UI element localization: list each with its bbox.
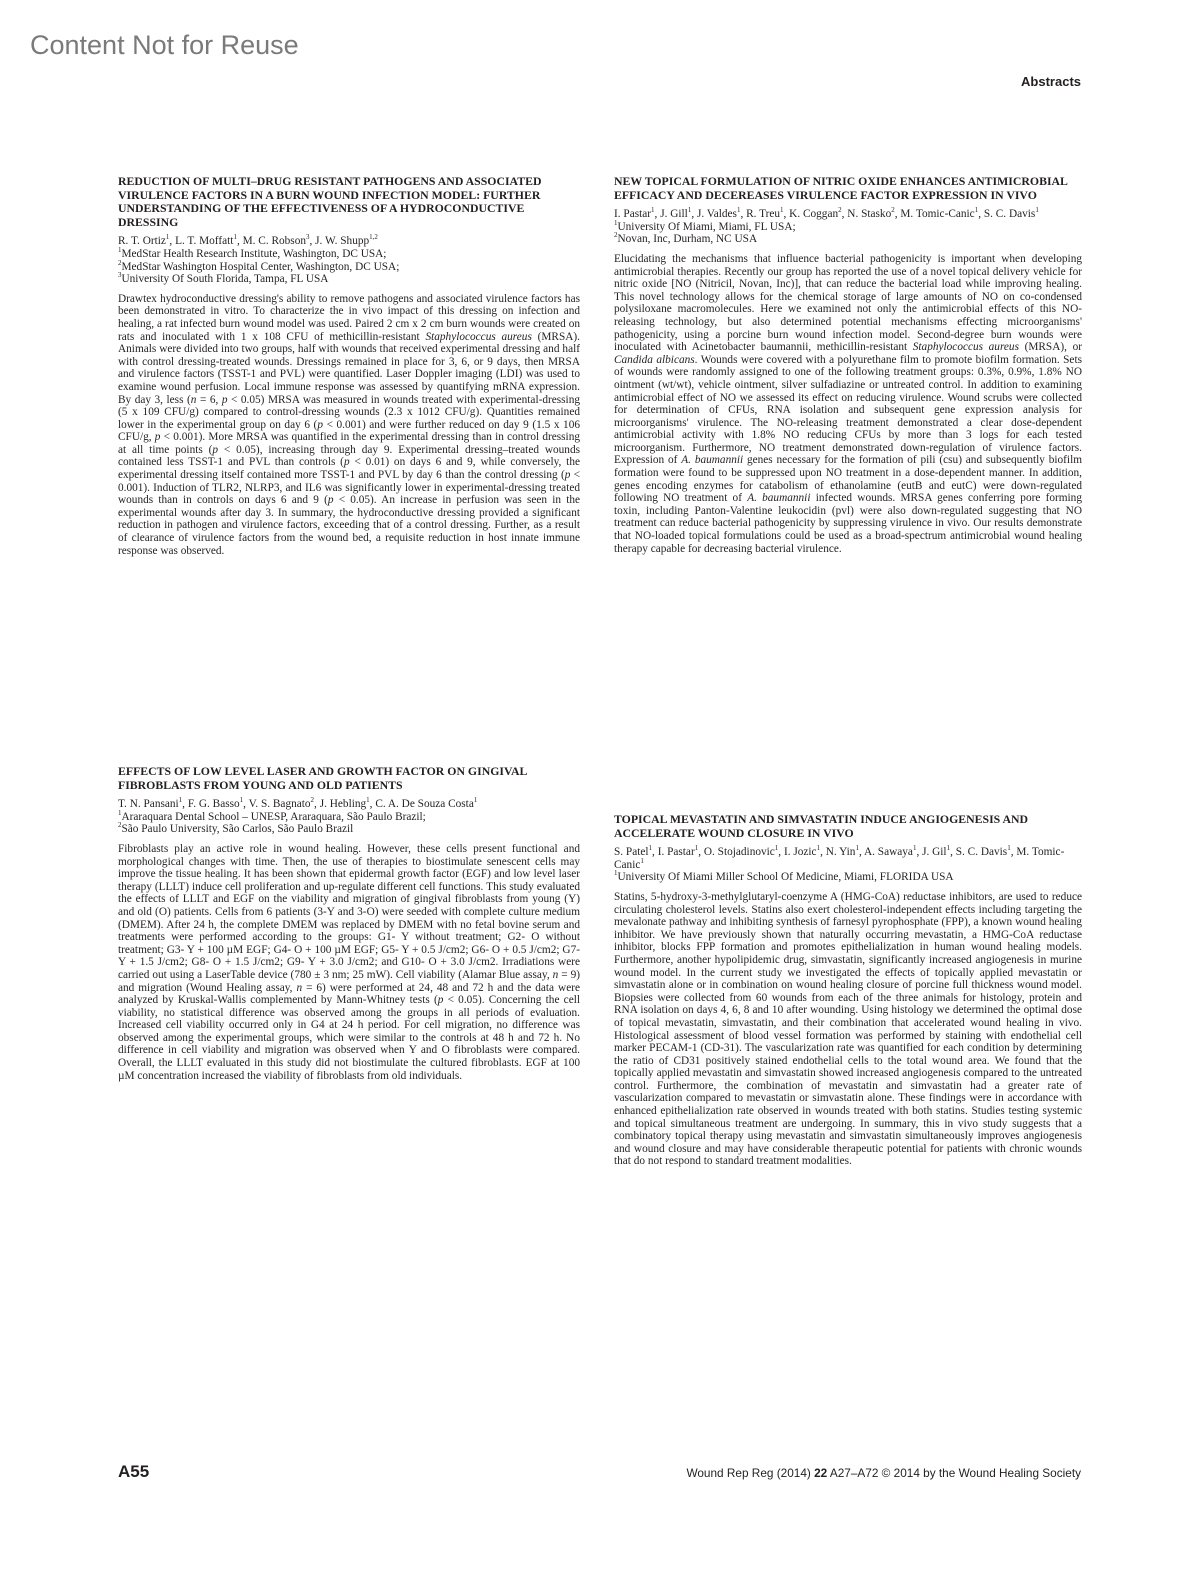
abstract [614, 175, 1082, 555]
author-name: J. Valdes [696, 208, 737, 221]
author-name: A. Sawaya [863, 846, 913, 859]
body-italic-text: n [552, 968, 559, 981]
author-affiliation-marker: 2 [310, 796, 315, 805]
body-italic-text: p [317, 418, 323, 431]
body-italic-text: Candida albicans [614, 353, 695, 366]
body-italic-text: p [221, 393, 228, 406]
author-affiliation-marker: 3 [306, 233, 310, 242]
author-affiliation-marker: 1 [640, 857, 644, 866]
author-name: K. Coggan [789, 208, 839, 221]
affiliation-marker: 1 [614, 219, 618, 228]
author-affiliation-marker: 1 [736, 206, 741, 215]
author-name: S. C. Davis [955, 846, 1008, 859]
affiliation-marker: 2 [118, 821, 122, 830]
abstract-body [614, 253, 1082, 555]
body-text: < 0.001). Induction of TLR2, NLRP3, and IL6 was significantly lower in experimental-dressing treated wounds than in controls on days 6 and 9 ( [118, 469, 580, 507]
abstract [118, 765, 580, 1082]
author-affiliation-marker: 2 [838, 206, 842, 215]
body-text: < 0.05), increasing through day 9. Experimental dressing–treated wounds contained less TSST-1 and PVL than controls ( [118, 443, 580, 469]
abstract-body [614, 891, 1082, 1168]
body-text: Statins, 5-hydroxy-3-methylglutaryl-coenzyme A (HMG-CoA) reductase inhibitors, are used to reduce circulating cholesterol levels. Statins also exert cholesterol-independent effects including targeting the mevalonate pathway and inhibiting synthesis of farnesyl pyrophosphate (FPP), a known wound healing inhibitor. We have previously shown that naturally occurring mevastatin, a HMG-CoA reductase inhibitor, blocks FPP formation and promotes epithelialization in human wound healing models. Furthermore, another hypolipidemic drug, simvastatin, significantly increased angiogenesis in murine wound model. In the current study we investigated the effects of topically applied mevastatin or simvastatin alone or in combination on wound healing closure of porcine full thickness wound model. Biopsies were collected from 60 wounds from each of the three animals for histology, protein and RNA isolation on days 4, 6, 8 and 10 after wounding. Using histology we determined the optimal dose of topical mevastatin, simvastatin, and their combination that accelerated wound healing in vivo. Histological assessment of blood vessel formation was performed by staining with endothelial cell marker PECAM-1 (CD-31). The vascularization rate was quantified for each condition by determining the ratio of CD31 positively stained endothelial cells to the total wound area. We found that the topically applied mevastatin and simvastatin showed increased angiogenesis compared to the untreated control. Furthermore, the combination of mevastatin and simvastatin had a greater rate of vascularization compared to mevastatin or simvastatin alone. These findings were in accordance with enhanced epithelialization rate observed in wounds treated with both statins. Studies testing systemic and topical simultaneous treatment are undergoing. In summary, this in vivo study suggests that a combinatory topical therapy using mevastatin and simvastatin simultaneously improves angiogenesis and wound closure and may have considerable therapeutic potential for patients with chronic wounds that do not respond to standard treatment modalities. [614, 890, 1082, 1168]
author-name: N. Stasko [847, 208, 892, 221]
body-text: infected wounds. MRSA genes conferring pore forming toxin, including Panton-Valentine leukocidin (pvl) were also down-regulated suggesting that NO treatment can reduce bacterial pathogenicity by suppressing virulence in vivo. Our results demonstrate that NO-loaded topical formulations could be used as a broad-spectrum antimicrobial wound healing therapy capable for decreasing bacterial virulence. [614, 492, 1082, 555]
body-text: < 0.001). More MRSA was quantified in the experimental dressing than in control dressing at all time points ( [118, 431, 580, 456]
page-number: A55 [118, 1462, 150, 1481]
abstract [614, 813, 1082, 1168]
affiliation [118, 823, 580, 836]
author-name: O. Stojadinovic [703, 846, 775, 859]
author-affiliation-marker: 1 [648, 844, 653, 853]
affiliation [614, 233, 1082, 246]
author-name: I. Pastar [614, 208, 652, 221]
affiliation-text: Araraquara Dental School – UNESP, Araraquara, São Paulo Brazil; [121, 810, 426, 823]
affiliation-marker: 2 [118, 258, 122, 267]
body-text: = 6) were performed at 24, 48 and 72 h and the data were analyzed by Kruskal-Wallis complemented by Mann-Whitney tests ( [118, 981, 580, 1007]
affiliation-marker: 1 [118, 246, 122, 255]
affiliation-text: University Of South Florida, Tampa, FL USA [121, 273, 329, 286]
abstract-title: TOPICAL MEVASTATIN AND SIMVASTATIN INDUCE ANGIOGENESIS AND ACCELERATE WOUND CLOSURE IN VIVO [614, 812, 1029, 840]
abstract-body [118, 293, 580, 557]
body-text: < 0.01) on days 6 and 9, while conversely, the experimental dressing itself contained more TSST-1 and PVL by day 6 than the control dressing ( [118, 456, 580, 482]
author-name: R. Treu [746, 208, 781, 221]
body-italic-text: Staphylococcus aureus [425, 330, 532, 343]
body-text: Drawtex hydroconductive dressing's ability to remove pathogens and associated virulence factors has been demonstrated in vitro. To characterize the in vivo impact of this dressing on infection and healing, a rat infected burn wound model was used. Paired 2 cm x 2 cm burn wounds were created on rats and inoculated with 1 x 108 CFU of methicillin-resistant [118, 292, 580, 343]
author-list: I. Pastar$^1$, J. Gill$^1$, J. Valdes$^1$, R. Treu$^1$, K. Coggan$^2$, N. Stasko$^2$, M. Tomic-Canic$^1$, S. C. Davis$^1$ [614, 206, 1039, 221]
author-affiliation-marker: 1 [687, 206, 692, 215]
affiliation-text: São Paulo University, São Carlos, São Paulo Brazil [121, 823, 354, 836]
affiliation-text: MedStar Health Research Institute, Washington, DC USA; [121, 247, 387, 260]
author-affiliation-marker: 1 [774, 844, 779, 853]
body-italic-text: p [343, 456, 350, 469]
body-italic-text: Staphylococcus aureus [912, 341, 1019, 354]
author-name: V. S. Bagnato [248, 798, 311, 811]
citation-prefix: Wound Rep Reg (2014) [686, 1466, 815, 1480]
affiliation-marker: 3 [118, 271, 122, 280]
affiliation [118, 811, 580, 824]
affiliation [614, 221, 1082, 234]
abstract-title: REDUCTION OF MULTI–DRUG RESISTANT PATHOGENS AND ASSOCIATED VIRULENCE FACTORS IN A BURN WOUND INFECTION MODEL: FURTHER UNDERSTANDING OF THE EFFECTIVENESS OF A HYDROCONDUCTIVE DRESSING [118, 174, 542, 229]
body-text: . Wounds were covered with a polyurethane film to promote biofilm formation. Sets of wounds were randomly assigned to one of the following treatment groups: 0.3%, 0.9%, 1.8% NO ointment (wt/wt), vehicle ointment, silver sulfadiazine or untreated control. In addition to examining antimicrobial effect of NO we assessed its effect on reducing virulence. Wound scrubs were collected for determination of CFUs, RNA isolation and subsequent gene expression analysis for microorganisms' virulence. The NO-releasing treatment demonstrated a clear dose-dependent antimicrobial activity with 1.8% NO reducing CFUs by more than 3 logs for each tested microorganism. Furthermore, NO treatment demonstrated down-regulation of virulence factors. Expression of [614, 353, 1082, 467]
abstract-body [118, 843, 580, 1082]
author-name: J. Gil [922, 846, 947, 859]
body-text: (MRSA). Animals were divided into two groups, half with wounds that received experimental dressing and half with control dressing-treated wounds. Dressings remained in place for 3, 6, or 9 days, then MRSA and virulence factors (TSST-1 and PVL) were quantified. Laser Doppler imaging (LDI) was used to examine wound perfusion. Local immune response was assessed by quantifying mRNA expression. By day 3, less ( [118, 330, 580, 406]
author-affiliation-marker: 1 [694, 844, 699, 853]
author-name: L. T. Moffatt [175, 235, 234, 248]
body-italic-text: p [327, 494, 334, 507]
author-name: T. N. Pansani [118, 798, 179, 811]
author-affiliation-marker: 1 [233, 233, 237, 242]
author-list: R. T. Ortiz$^1$, L. T. Moffatt$^1$, M. C. Robson$^3$, J. W. Shupp$^{1,2}$ [118, 233, 378, 248]
author-affiliation-marker: 1 [178, 796, 183, 805]
author-affiliation-marker: 1 [1035, 206, 1039, 215]
body-text: Fibroblasts play an active role in wound healing. However, these cells present functional and morphological changes with time. Then, the use of therapies to biostimulate senescent cells may improve the tissue healing. It has been shown that epidermal growth factor (EGF) and low level laser therapy (LLLT) induce cell proliferation and up-regulate different cell functions. This study evaluated the effects of LLLT and EGF on the viability and migration of gingival fibroblasts from young (Y) and old (O) patients. Cells from 6 patients (3-Y and 3-O) were seeded with complete culture medium (DMEM). After 24 h, the complete DMEM was replaced by DMEM with no fetal bovine serum and treatments were performed according to the groups: G1- Y without treatment; G2- O without treatment; G3- Y + 100 µM EGF; G4- O + 100 µM EGF; G5- Y + 0.5 J/cm2; G6- O + 0.5 J/cm2; G7- Y + 1.5 J/cm2; G8- O + 1.5 J/cm2; G9- Y + 3.0 J/cm2; and G10- O + 3.0 J/cm2. Irradiations were carried out using a LaserTable device (780 ± 3 nm; 25 mW). Cell viability (Alamar Blue assay, [118, 842, 580, 981]
author-affiliation-marker: 1 [239, 796, 244, 805]
body-text: = 9) and migration (Wound Healing assay, [118, 968, 580, 994]
body-text: < 0.05). Concerning the cell viability, no statistical difference was observed among the groups in all periods of evaluation. Increased cell viability occurred only in G4 at 24 h period. For cell migration, no difference was observed among the experimental groups, which were similar to the controls at 48 h and 72 h. No difference in cell viability and migration was observed when Y and O fibroblasts were compared. Overall, the LLLT evaluated in this study did not biostimulate the cultured fibroblasts. EGF at 100 µM concentration increased the viability of fibroblasts from old individuals. [118, 994, 580, 1082]
author-name: I. Pastar [657, 846, 695, 859]
author-affiliation-marker: 1 [816, 844, 821, 853]
author-affiliation-marker: 1 [946, 844, 951, 853]
affiliation-text: University Of Miami Miller School Of Medicine, Miami, FLORIDA USA [617, 871, 954, 884]
author-list: T. N. Pansani$^1$, F. G. Basso$^1$, V. S. Bagnato$^2$, J. Hebling$^1$, C. A. De Souza Costa$^1$ [118, 796, 478, 811]
body-text: genes necessary for the formation of pili (csu) and subsequently biofilm formation were found to be suppressed upon NO treatment in a dose-dependent manner. In addition, genes encoding enzymes for catabolism of ethanolamine (eutB and eutC) were down-regulated following NO treatment of [614, 454, 1082, 505]
author-name: R. T. Ortiz [118, 235, 166, 248]
author-list: S. Patel$^1$, I. Pastar$^1$, O. Stojadinovic$^1$, I. Jozic$^1$, N. Yin$^1$, A. Sawaya$^1$, J. Gil$^1$, S. C. Davis$^1$, M. Tomic-Canic$^1$ [614, 844, 1065, 871]
body-italic-text: A. baumannii [681, 454, 744, 467]
body-italic-text: p [154, 431, 161, 444]
body-italic-text: n [296, 981, 303, 994]
body-text: Elucidating the mechanisms that influence bacterial pathogenicity is important when developing antimicrobial therapies. Recently our group has reported the use of a novel topical delivery vehicle for nitric oxide [NO (Nitricil, Novan, Inc)], that can reduce the bacterial load while improving healing. This novel technology allows for the chemical storage of large amounts of NO on co-condensed polysiloxane macromolecules. Here we examined not only the antimicrobial effects of this NO-releasing technology, but also determined potential mechanisms effecting microorganisms' pathogenicity, using a porcine burn wound infection model. Second-degree burn wounds were inoculated with Acinetobacter baumannii, methicillin-resistant [614, 252, 1082, 354]
author-affiliation-marker: 1 [651, 206, 655, 215]
abstract-title: NEW TOPICAL FORMULATION OF NITRIC OXIDE ENHANCES ANTIMICROBIAL EFFICACY AND DECEREASES VIRULENCE FACTOR EXPRESSION IN VIVO [614, 174, 1068, 202]
body-italic-text: n [190, 393, 197, 406]
author-name: M. Tomic-Canic [614, 846, 1065, 871]
author-name: I. Jozic [783, 846, 817, 859]
author-affiliation-marker: 1 [366, 796, 370, 805]
author-affiliation-marker: 1 [780, 206, 784, 215]
body-italic-text: p [212, 443, 219, 456]
body-text: < 0.05). An increase in perfusion was seen in the experimental wounds after day 3. In summary, the hydroconductive dressing provided a significant reduction in pathogen and virulence factors, exceeding that of a control dressing. Further, as a result of clearance of virulence factors from the wound bed, a requisite reduction in host innate immune response was observed. [118, 494, 580, 557]
author-name: N. Yin [825, 846, 856, 859]
author-affiliation-marker: 1 [912, 844, 917, 853]
body-italic-text: A. baumannii [747, 492, 811, 505]
body-italic-text: p [437, 994, 444, 1007]
author-name: M. Tomic-Canic [900, 208, 975, 221]
author-affiliation-marker: 1 [473, 796, 478, 805]
affiliation-marker: 1 [118, 809, 122, 818]
abstract [118, 175, 580, 557]
body-text: < 0.05) MRSA was measured in wounds treated with experimental-dressing (5 x 109 CFU/g) compared to control-dressing wounds (2.3 x 1012 CFU/g). Quantities remained lower in the experimental group on day 6 ( [118, 393, 580, 431]
watermark: Content Not for Reuse [30, 30, 299, 60]
author-name: S. Patel [614, 846, 649, 859]
abstract-title: EFFECTS OF LOW LEVEL LASER AND GROWTH FACTOR ON GINGIVAL FIBROBLASTS FROM YOUNG AND OLD PATIENTS [118, 764, 527, 792]
author-affiliation-marker: 1 [165, 233, 170, 242]
author-affiliation-marker: 1 [1007, 844, 1011, 853]
author-affiliation-marker: 1 [974, 206, 979, 215]
journal-citation [686, 1466, 1081, 1480]
section-label: Abstracts [1021, 74, 1081, 89]
author-name: S. C. Davis [983, 208, 1036, 221]
body-text: (MRSA), or [1018, 341, 1082, 354]
author-name: J. W. Shupp [315, 235, 370, 248]
author-name: J. Hebling [319, 798, 367, 811]
author-name: J. Gill [660, 208, 688, 221]
citation-suffix: A27–A72 © 2014 by the Wound Healing Society [827, 1466, 1081, 1480]
body-text: < 0.001) and were further reduced on day 9 (1.5 x 106 CFU/g, [118, 418, 581, 444]
affiliation [118, 273, 580, 286]
body-italic-text: p [564, 469, 571, 482]
affiliation-marker: 2 [614, 231, 618, 240]
author-name: M. C. Robson [242, 235, 306, 248]
citation-volume: 22 [814, 1466, 828, 1480]
body-text: = 6, [196, 393, 222, 406]
affiliation-marker: 1 [614, 869, 618, 878]
author-name: F. G. Basso [187, 798, 240, 811]
affiliation-text: MedStar Washington Hospital Center, Washington, DC USA; [121, 260, 400, 273]
author-name: C. A. De Souza Costa [375, 798, 474, 811]
affiliation [118, 258, 580, 274]
author-affiliation-marker: 1,2 [369, 233, 378, 242]
affiliation [118, 248, 580, 261]
author-affiliation-marker: 1 [855, 844, 859, 853]
affiliation [614, 871, 1082, 884]
affiliation-text: University Of Miami, Miami, FL USA; [617, 220, 796, 233]
affiliation-text: Novan, Inc, Durham, NC USA [617, 233, 758, 246]
author-affiliation-marker: 2 [891, 206, 895, 215]
